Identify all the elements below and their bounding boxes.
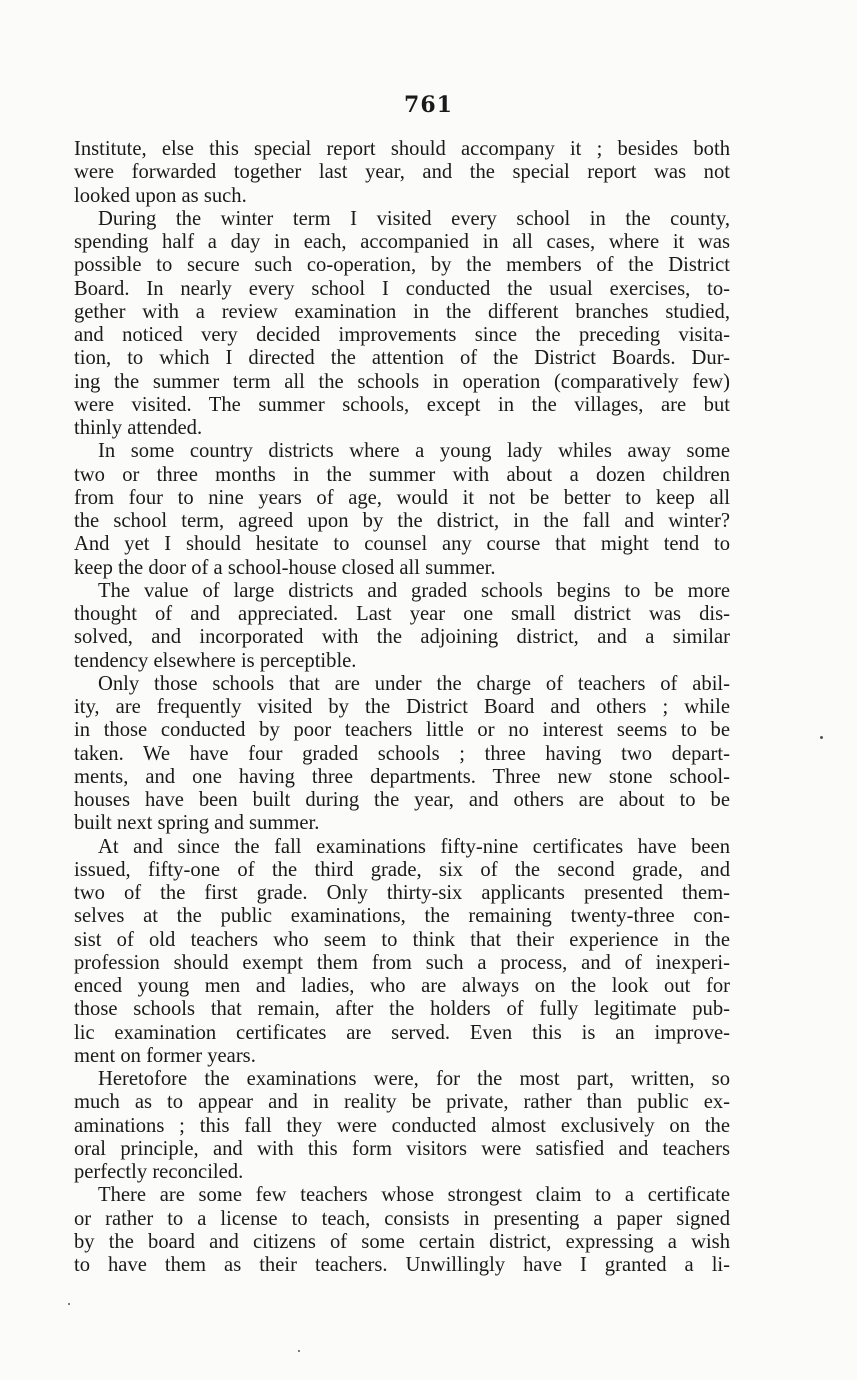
text-line: And yet I should hesitate to counsel any course that might tend to bbox=[74, 533, 730, 556]
text-line: keep the door of a school-house closed all summer. bbox=[74, 556, 496, 579]
scan-speck bbox=[820, 736, 823, 739]
text-line: oral principle, and with this form visitors were satisfied and teachers bbox=[74, 1137, 730, 1160]
text-line: two of the first grade. Only thirty-six applicants presented them- bbox=[74, 882, 730, 904]
text-line: built next spring and summer. bbox=[74, 812, 320, 835]
text-line: were visited. The summer schools, except in the villages, are but bbox=[74, 393, 730, 416]
text-line: profession should exempt them from such a process, and of inexperi- bbox=[74, 951, 730, 974]
text-line: taken. We have four graded schools ; three having two depart- bbox=[74, 742, 730, 765]
text-line: ments, and one having three departments. Three new stone school- bbox=[74, 765, 730, 788]
text-line: were forwarded together last year, and the special report was not bbox=[74, 161, 730, 184]
text-line: In some country districts where a young lady whiles away some bbox=[98, 440, 730, 463]
text-line: Heretofore the examinations were, for the most part, written, so bbox=[98, 1068, 730, 1090]
text-line: Institute, else this special report should accompany it ; besides both bbox=[74, 138, 730, 160]
text-line: from four to nine years of age, would it not be better to keep all bbox=[74, 486, 730, 509]
text-line: and noticed very decided improvements since the preceding visita- bbox=[74, 324, 730, 346]
text-line: ment on former years. bbox=[74, 1044, 256, 1067]
text-line: perfectly reconciled. bbox=[74, 1161, 244, 1183]
text-line: thought of and appreciated. Last year one small district was dis- bbox=[74, 603, 730, 625]
text-line: thinly attended. bbox=[74, 417, 203, 439]
body-text bbox=[74, 138, 730, 1277]
text-line: The value of large districts and graded schools begins to be more bbox=[98, 579, 730, 602]
text-line: those schools that remain, after the holders of fully legitimate pub- bbox=[74, 998, 730, 1021]
text-line: houses have been built during the year, and others are about to be bbox=[74, 789, 730, 811]
text-line: issued, fifty-one of the third grade, six of the second grade, and bbox=[74, 858, 730, 881]
text-line: tendency elsewhere is perceptible. bbox=[74, 649, 357, 672]
text-line: looked upon as such. bbox=[74, 184, 247, 207]
text-line: There are some few teachers whose strongest claim to a certificate bbox=[98, 1184, 730, 1207]
text-line: enced young men and ladies, who are always on the look out for bbox=[74, 975, 730, 997]
page-number: 761 bbox=[404, 92, 453, 118]
text-line: spending half a day in each, accompanied in all cases, where it was bbox=[74, 231, 730, 253]
text-line: two or three months in the summer with about a dozen children bbox=[74, 463, 730, 486]
text-line: lic examination certificates are served. Even this is an improve- bbox=[74, 1021, 730, 1044]
text-line: or rather to a license to teach, consists in presenting a paper signed bbox=[74, 1207, 730, 1230]
text-line: sist of old teachers who seem to think that their experience in the bbox=[74, 928, 730, 951]
text-line: selves at the public examinations, the remaining twenty-three con- bbox=[74, 905, 730, 928]
text-line: During the winter term I visited every school in the county, bbox=[98, 207, 730, 230]
text-line: much as to appear and in reality be private, rather than public ex- bbox=[74, 1091, 730, 1114]
text-line: gether with a review examination in the different branches studied, bbox=[74, 300, 730, 323]
text-line: aminations ; this fall they were conducted almost exclusively on the bbox=[74, 1114, 730, 1137]
text-line: ing the summer term all the schools in operation (comparatively few) bbox=[74, 370, 730, 393]
text-line: Board. In nearly every school I conducted the usual exercises, to- bbox=[74, 277, 730, 300]
scan-speck bbox=[68, 1303, 70, 1305]
text-line: Only those schools that are under the charge of teachers of abil- bbox=[98, 672, 730, 695]
text-line: At and since the fall examinations fifty-nine certificates have been bbox=[98, 835, 730, 858]
text-line: the school term, agreed upon by the district, in the fall and winter? bbox=[74, 510, 730, 532]
text-line: possible to secure such co-operation, by the members of the District bbox=[74, 254, 730, 277]
text-line: in those conducted by poor teachers little or no interest seems to be bbox=[74, 719, 730, 742]
text-line: tion, to which I directed the attention of the District Boards. Dur- bbox=[74, 347, 730, 370]
text-line: ity, are frequently visited by the District Board and others ; while bbox=[74, 696, 730, 718]
text-line: solved, and incorporated with the adjoining district, and a similar bbox=[74, 626, 730, 649]
text-line: by the board and citizens of some certain district, expressing a wish bbox=[74, 1230, 730, 1253]
scan-speck bbox=[298, 1350, 300, 1352]
text-line: to have them as their teachers. Unwillingly have I granted a li- bbox=[74, 1254, 730, 1276]
